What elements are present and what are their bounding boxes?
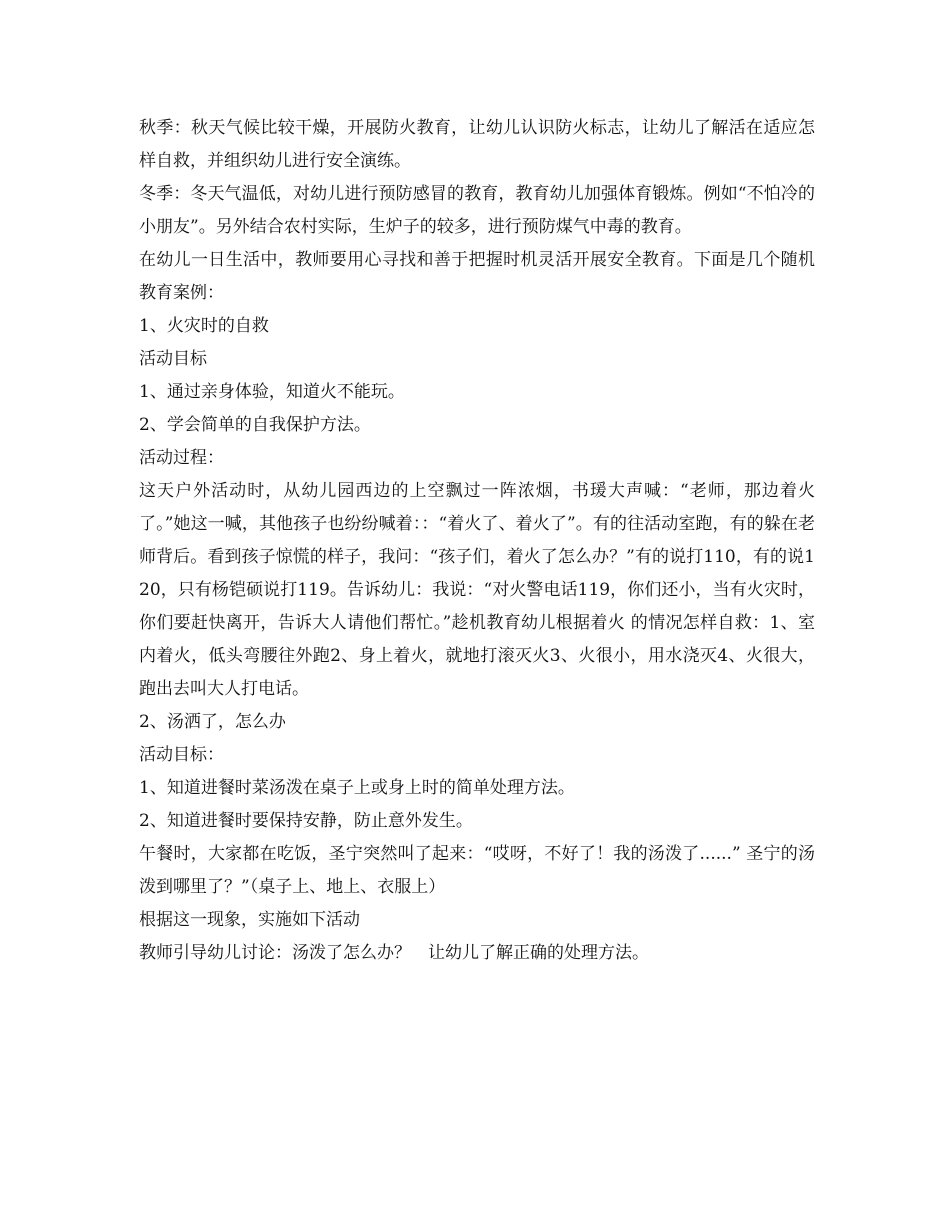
case-1-process-heading: 活动过程： bbox=[139, 448, 224, 468]
case-2-goal-heading: 活动目标： bbox=[139, 745, 224, 765]
paragraph-intro: 在幼儿一日生活中，教师要用心寻找和善于把握时机灵活开展安全教育。下面是几个随机教育案例： bbox=[139, 250, 815, 303]
case-1-process-text: 这天户外活动时，从幼儿园西边的上空飘过一阵浓烟，书瑗大声喊：“老师，那边着火了。”她这一喊，其他孩子也纷纷喊着：：“着火了、着火了”。有的往活动室跑，有的躲在老师背后。看到孩子惊慌的样子，我问：“孩子们，着火了怎么办？”有的说打110，有的说120，只有杨铠硕说打119。告诉幼儿：我说：“对火警电话119，你们还小，当有火灾时，你们要赶快离开，告诉大人请他们帮忙。”趁机教育幼儿根据着火 的情况怎样自救：1、室内着火，低头弯腰往外跑2、身上着火，就地打滚灭火3、火很小，用水浇灭4、火很大，跑出去叫大人打电话。 bbox=[139, 481, 815, 699]
document-body bbox=[139, 112, 815, 970]
case-1-goal-1: 1、通过亲身体验，知道火不能玩。 bbox=[139, 382, 405, 402]
paragraph-autumn: 秋季：秋天气候比较干燥，开展防火教育，让幼儿认识防火标志，让幼儿了解活在适应怎样自救，并组织幼儿进行安全演练。 bbox=[139, 118, 815, 171]
case-2-title: 2、汤洒了，怎么办 bbox=[139, 712, 286, 732]
case-2-discussion: 教师引导幼儿讨论：汤泼了怎么办？ 让幼儿了解正确的处理方法。 bbox=[139, 943, 649, 963]
case-2-goal-2: 2、知道进餐时要保持安静，防止意外发生。 bbox=[139, 811, 473, 831]
case-2-story: 午餐时，大家都在吃饭，圣宁突然叫了起来：“哎呀，不好了！我的汤泼了......” 圣宁的汤泼到哪里了？”（桌子上、地上、衣服上） bbox=[139, 844, 815, 897]
case-1-title: 1、火灾时的自救 bbox=[139, 316, 269, 336]
case-2-activity-lead: 根据这一现象，实施如下活动 bbox=[139, 910, 360, 930]
case-2-goal-1: 1、知道进餐时菜汤泼在桌子上或身上时的简单处理方法。 bbox=[139, 778, 575, 798]
case-1-goal-2: 2、学会简单的自我保护方法。 bbox=[139, 415, 371, 435]
paragraph-winter: 冬季：冬天气温低，对幼儿进行预防感冒的教育，教育幼儿加强体育锻炼。例如“不怕冷的小朋友”。另外结合农村实际，生炉子的较多，进行预防煤气中毒的教育。 bbox=[139, 184, 815, 237]
case-1-goal-heading: 活动目标 bbox=[139, 349, 207, 369]
